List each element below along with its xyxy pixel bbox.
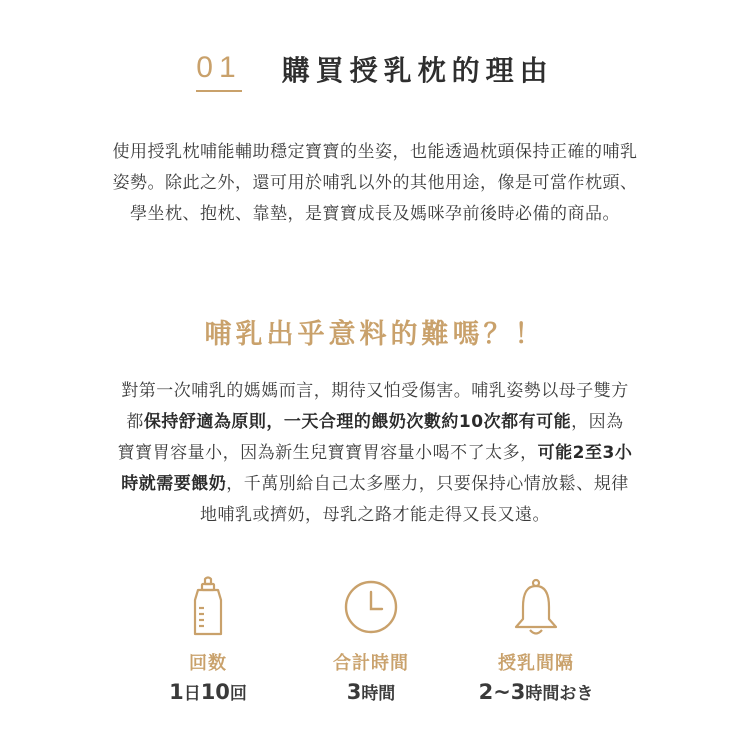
body-line	[0, 438, 750, 469]
stat-value	[281, 679, 461, 707]
stat-label: 合計時間	[333, 653, 409, 674]
emphasis-text: 時就需要餵奶	[121, 474, 227, 494]
stat-value-part: 回	[229, 684, 247, 704]
stat-value-part: 時間	[361, 684, 396, 704]
section-title	[0, 52, 750, 92]
subheading: 哺乳出乎意料的難嗎？！	[204, 319, 546, 350]
stat-value-part: 10	[200, 680, 230, 704]
intro-paragraph	[0, 137, 750, 230]
body-line	[0, 500, 750, 531]
intro-line: 使用授乳枕哺能輔助穩定寶寶的坐姿，也能透過枕頭保持正確的哺乳	[112, 142, 638, 162]
stat-value	[118, 679, 298, 707]
stat-value-part: 時間おき	[525, 684, 594, 704]
page-title: 購買授乳枕的理由	[281, 54, 554, 87]
body-line	[0, 376, 750, 407]
body-line	[0, 469, 750, 500]
stat-value-part: 3	[346, 680, 362, 704]
stat-feeding-count	[118, 575, 298, 707]
body-text: 寶寶胃容量小，因為新生兒寶寶胃容量小喝不了太多，	[117, 443, 538, 463]
clock-icon	[281, 575, 461, 639]
body-text: 地哺乳或擠奶，母乳之路才能走得又長又遠。	[200, 505, 550, 525]
body-text: 對第一次哺乳的媽媽而言，期待又怕受傷害。哺乳姿勢以母子雙方	[121, 381, 629, 401]
body-text: 都	[126, 412, 144, 432]
stat-interval	[446, 575, 626, 707]
body-paragraph	[0, 376, 750, 531]
body-text: ，因為	[571, 412, 624, 432]
section-number: 01	[196, 52, 241, 92]
intro-line: 姿勢。除此之外，還可用於哺乳以外的其他用途，像是可當作枕頭、	[112, 173, 638, 193]
emphasis-text: 保持舒適為原則，一天合理的餵奶次數約10次都有可能	[143, 412, 572, 432]
emphasis-text: 可能2至3小	[537, 443, 633, 463]
bell-icon	[446, 575, 626, 639]
body-text: ，千萬別給自己太多壓力，只要保持心情放鬆、規律	[226, 474, 629, 494]
stat-value-part: 1	[169, 680, 184, 704]
stat-label: 回数	[189, 653, 227, 674]
stat-value-part: 2~3	[478, 680, 526, 704]
intro-line: 學坐枕、抱枕、靠墊，是寶寶成長及媽咪孕前後時必備的商品。	[130, 204, 620, 224]
stat-label: 授乳間隔	[498, 653, 574, 674]
stat-value	[446, 679, 626, 707]
stat-value-part: 日	[183, 684, 201, 704]
stat-total-time	[281, 575, 461, 707]
baby-bottle-icon	[118, 575, 298, 639]
body-line	[0, 407, 750, 438]
